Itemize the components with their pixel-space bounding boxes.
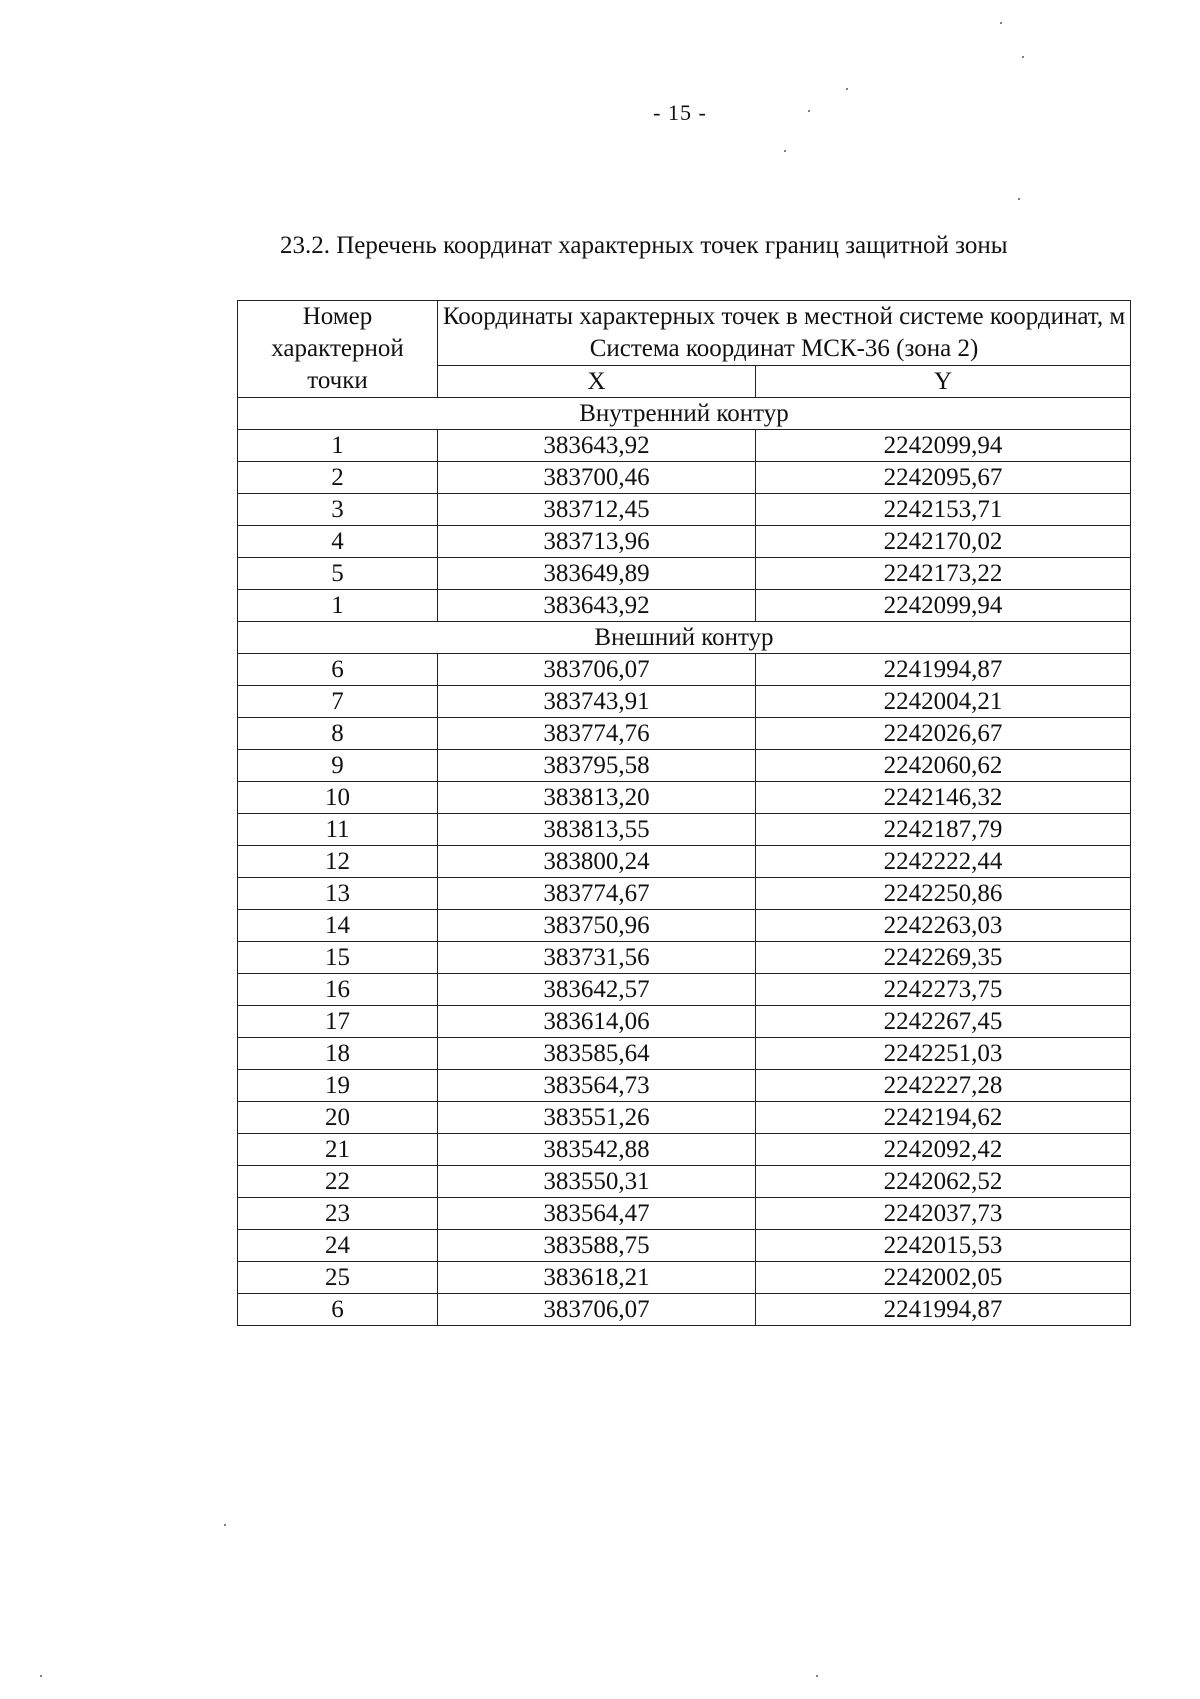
table-row [238, 1262, 1131, 1294]
y-coordinate-cell: 2242060,62 [756, 750, 1131, 782]
table-row [238, 974, 1131, 1006]
x-coordinate-cell: 383706,07 [438, 654, 756, 686]
x-coordinate-cell: 383564,47 [438, 1198, 756, 1230]
coordinates-table [237, 300, 1131, 1326]
x-coordinate-cell: 383774,67 [438, 878, 756, 910]
point-number-cell: 16 [238, 974, 438, 1006]
scan-speck [816, 1675, 818, 1677]
y-coordinate-cell: 2242227,28 [756, 1070, 1131, 1102]
point-number-cell: 9 [238, 750, 438, 782]
table-row [238, 1294, 1131, 1326]
point-number-cell: 24 [238, 1230, 438, 1262]
table-row [238, 718, 1131, 750]
table-header [238, 301, 1131, 398]
point-number-cell: 22 [238, 1166, 438, 1198]
section-title: 23.2. Перечень координат характерных точек границ защитной зоны [280, 232, 1008, 259]
x-coordinate-cell: 383618,21 [438, 1262, 756, 1294]
section-title-cell: Внешний контур [238, 622, 1131, 654]
x-coordinate-cell: 383700,46 [438, 462, 756, 494]
x-coordinate-cell: 383774,76 [438, 718, 756, 750]
table-row [238, 1230, 1131, 1262]
point-number-cell: 10 [238, 782, 438, 814]
table-row [238, 942, 1131, 974]
table-row [238, 1070, 1131, 1102]
section-row [238, 622, 1131, 654]
x-column-header: X [438, 366, 756, 398]
table-row [238, 494, 1131, 526]
scan-speck [808, 110, 810, 112]
table-row [238, 590, 1131, 622]
y-coordinate-cell: 2242267,45 [756, 1006, 1131, 1038]
y-coordinate-cell: 2242269,35 [756, 942, 1131, 974]
x-coordinate-cell: 383712,45 [438, 494, 756, 526]
scan-speck [1000, 22, 1002, 24]
table-row [238, 846, 1131, 878]
y-coordinate-cell: 2242026,67 [756, 718, 1131, 750]
table-row [238, 910, 1131, 942]
y-coordinate-cell: 2242015,53 [756, 1230, 1131, 1262]
coordinates-header-line2: Система координат МСК-36 (зона 2) [589, 335, 979, 362]
table-row [238, 782, 1131, 814]
point-number-cell: 14 [238, 910, 438, 942]
y-coordinate-cell: 2242099,94 [756, 590, 1131, 622]
point-number-cell: 2 [238, 462, 438, 494]
table-row [238, 1006, 1131, 1038]
point-number-cell: 6 [238, 1294, 438, 1326]
x-coordinate-cell: 383713,96 [438, 526, 756, 558]
point-number-cell: 11 [238, 814, 438, 846]
scan-speck [784, 150, 786, 152]
point-number-cell: 15 [238, 942, 438, 974]
point-number-cell: 21 [238, 1134, 438, 1166]
x-coordinate-cell: 383813,20 [438, 782, 756, 814]
scan-speck [1018, 198, 1020, 200]
table-row [238, 1166, 1131, 1198]
point-number-cell: 17 [238, 1006, 438, 1038]
y-coordinate-cell: 2242037,73 [756, 1198, 1131, 1230]
x-coordinate-cell: 383542,88 [438, 1134, 756, 1166]
x-coordinate-cell: 383550,31 [438, 1166, 756, 1198]
y-coordinate-cell: 2242099,94 [756, 430, 1131, 462]
x-coordinate-cell: 383643,92 [438, 430, 756, 462]
point-number-cell: 12 [238, 846, 438, 878]
point-number-cell: 6 [238, 654, 438, 686]
point-number-cell: 3 [238, 494, 438, 526]
table-row [238, 526, 1131, 558]
point-number-cell: 1 [238, 430, 438, 462]
point-number-cell: 20 [238, 1102, 438, 1134]
section-row [238, 398, 1131, 430]
table-row [238, 1198, 1131, 1230]
y-coordinate-cell: 2242146,32 [756, 782, 1131, 814]
section-title-cell: Внутренний контур [238, 398, 1131, 430]
x-coordinate-cell: 383649,89 [438, 558, 756, 590]
x-coordinate-cell: 383800,24 [438, 846, 756, 878]
y-coordinate-cell: 2242153,71 [756, 494, 1131, 526]
x-coordinate-cell: 383750,96 [438, 910, 756, 942]
table-row [238, 686, 1131, 718]
coordinates-header-line1: Координаты характерных точек в местной системе координат, м [442, 303, 1126, 330]
y-coordinate-cell: 2242173,22 [756, 558, 1131, 590]
point-number-cell: 23 [238, 1198, 438, 1230]
table-row [238, 654, 1131, 686]
y-coordinate-cell: 2242222,44 [756, 846, 1131, 878]
y-coordinate-cell: 2242263,03 [756, 910, 1131, 942]
table-row [238, 814, 1131, 846]
table-row [238, 430, 1131, 462]
x-coordinate-cell: 383795,58 [438, 750, 756, 782]
y-coordinate-cell: 2242002,05 [756, 1262, 1131, 1294]
x-coordinate-cell: 383585,64 [438, 1038, 756, 1070]
point-number-cell: 4 [238, 526, 438, 558]
point-number-cell: 5 [238, 558, 438, 590]
x-coordinate-cell: 383551,26 [438, 1102, 756, 1134]
point-number-cell: 18 [238, 1038, 438, 1070]
y-coordinate-cell: 2242092,42 [756, 1134, 1131, 1166]
table-row [238, 1038, 1131, 1070]
page-number: - 15 - [653, 100, 707, 125]
point-number-header: Номер характерной точки [238, 301, 438, 398]
y-coordinate-cell: 2242187,79 [756, 814, 1131, 846]
point-number-cell: 13 [238, 878, 438, 910]
x-coordinate-cell: 383588,75 [438, 1230, 756, 1262]
y-coordinate-cell: 2242273,75 [756, 974, 1131, 1006]
table-row [238, 878, 1131, 910]
x-coordinate-cell: 383743,91 [438, 686, 756, 718]
scan-speck [1022, 56, 1024, 58]
x-coordinate-cell: 383564,73 [438, 1070, 756, 1102]
point-number-cell: 8 [238, 718, 438, 750]
table-body [238, 398, 1131, 1326]
y-coordinate-cell: 2242004,21 [756, 686, 1131, 718]
y-column-header: Y [756, 366, 1131, 398]
point-number-cell: 7 [238, 686, 438, 718]
point-number-cell: 1 [238, 590, 438, 622]
scan-speck [40, 1675, 42, 1677]
y-coordinate-cell: 2242194,62 [756, 1102, 1131, 1134]
table-row [238, 462, 1131, 494]
table-row [238, 558, 1131, 590]
scan-speck [224, 1524, 226, 1526]
point-number-cell: 19 [238, 1070, 438, 1102]
x-coordinate-cell: 383643,92 [438, 590, 756, 622]
y-coordinate-cell: 2242251,03 [756, 1038, 1131, 1070]
x-coordinate-cell: 383731,56 [438, 942, 756, 974]
scan-speck [846, 88, 848, 90]
table-row [238, 750, 1131, 782]
x-coordinate-cell: 383813,55 [438, 814, 756, 846]
y-coordinate-cell: 2242250,86 [756, 878, 1131, 910]
coordinates-header [438, 301, 1131, 366]
y-coordinate-cell: 2241994,87 [756, 1294, 1131, 1326]
x-coordinate-cell: 383614,06 [438, 1006, 756, 1038]
y-coordinate-cell: 2242170,02 [756, 526, 1131, 558]
table-row [238, 1134, 1131, 1166]
x-coordinate-cell: 383706,07 [438, 1294, 756, 1326]
y-coordinate-cell: 2242062,52 [756, 1166, 1131, 1198]
x-coordinate-cell: 383642,57 [438, 974, 756, 1006]
y-coordinate-cell: 2241994,87 [756, 654, 1131, 686]
point-number-cell: 25 [238, 1262, 438, 1294]
y-coordinate-cell: 2242095,67 [756, 462, 1131, 494]
table-row [238, 1102, 1131, 1134]
